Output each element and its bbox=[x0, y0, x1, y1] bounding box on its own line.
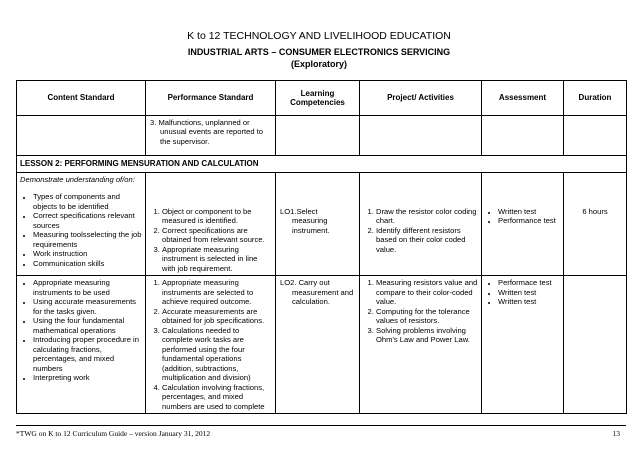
cell-empty bbox=[482, 116, 564, 156]
cell-empty bbox=[17, 116, 146, 156]
cell-content bbox=[17, 173, 146, 276]
list-item: 3. Solving problems involving Ohm's Law and Power Law. bbox=[376, 326, 478, 345]
content-list bbox=[20, 278, 142, 382]
list-item: 1. Measuring resistors value and compare to their color-coded value. bbox=[376, 278, 478, 306]
col-performance-standard: Performance Standard bbox=[146, 81, 276, 116]
list-item: 2. Accurate measurements are obtained for job specifications. bbox=[162, 307, 272, 326]
list-item: • Communication skills bbox=[33, 259, 142, 268]
competency-title: LO2. Carry out bbox=[280, 278, 330, 288]
list-item: • Using accurate measurements for the tasks given. bbox=[33, 297, 142, 316]
cell-empty bbox=[360, 116, 482, 156]
cell-duration bbox=[564, 276, 627, 414]
table-row bbox=[17, 116, 627, 156]
document-title: K to 12 TECHNOLOGY AND LIVELIHOOD EDUCATION bbox=[187, 30, 451, 42]
table-row bbox=[17, 276, 627, 414]
table-header-row bbox=[17, 81, 627, 116]
col-duration: Duration bbox=[564, 81, 627, 116]
page-footer bbox=[16, 425, 626, 438]
list-item: • Work instruction bbox=[33, 249, 142, 258]
competency-title: LO1.Select bbox=[280, 207, 318, 216]
list-item: • Appropriate measuring instruments to be used bbox=[33, 278, 142, 297]
assessment-list bbox=[485, 207, 560, 226]
projects-list bbox=[363, 278, 478, 344]
cell-content bbox=[17, 276, 146, 414]
list-item: 2. Correct specifications are obtained from relevant source. bbox=[162, 226, 272, 245]
col-content-standard: Content Standard bbox=[17, 81, 146, 116]
list-item: 1. Draw the resistor color coding chart. bbox=[376, 207, 478, 226]
list-item: • Interpreting work bbox=[33, 373, 142, 382]
cell-performance bbox=[146, 276, 276, 414]
list-item: 2. Identify different resistors based on their color coded value. bbox=[376, 226, 478, 254]
competency-text: measurement and calculation. bbox=[292, 287, 354, 307]
col-project-activities: Project/ Activities bbox=[360, 81, 482, 116]
list-item: 3. Calculations needed to complete work tasks are performed using the four fundamental operations (addition, subtractions, multiplication and division) bbox=[162, 326, 272, 383]
cell-empty bbox=[276, 116, 360, 156]
assessment-list bbox=[485, 278, 560, 306]
document-subtitle: INDUSTRIAL ARTS – CONSUMER ELECTRONICS SERVICING bbox=[187, 47, 451, 57]
list-item: • Performace test bbox=[498, 278, 560, 287]
cell-assessment bbox=[482, 276, 564, 414]
list-item: • Measuring toolsselecting the job requirements bbox=[33, 230, 142, 249]
cell-empty bbox=[564, 116, 627, 156]
page-number: 13 bbox=[612, 429, 620, 438]
list-item: 4. Calculation involving fractions, percentages, and mixed numbers are used to complete bbox=[162, 383, 272, 411]
document-exploratory-label: (Exploratory) bbox=[290, 59, 347, 69]
content-list bbox=[20, 192, 142, 268]
list-item: • Types of components and objects to be identified bbox=[33, 192, 142, 211]
cell-competency bbox=[276, 173, 360, 276]
cell-competency bbox=[276, 276, 360, 414]
list-item: • Introducing proper procedure in calculating fractions, percentages, and mixed numbers bbox=[33, 335, 142, 373]
curriculum-table bbox=[16, 80, 627, 414]
col-assessment: Assessment bbox=[482, 81, 564, 116]
list-item: • Correct specifications relevant sources bbox=[33, 211, 142, 230]
performance-list bbox=[149, 207, 272, 273]
cell-projects bbox=[360, 276, 482, 414]
list-item: • Written test bbox=[498, 288, 560, 297]
cell-assessment bbox=[482, 173, 564, 276]
list-item: 2. Computing for the tolerance values of resistors. bbox=[376, 307, 478, 326]
list-item: • Performance test bbox=[498, 216, 560, 225]
lesson-row bbox=[17, 156, 627, 173]
list-item: • Written test bbox=[498, 297, 560, 306]
competency-text: measuring instrument. bbox=[292, 216, 330, 235]
list-item: 1. Object or component to be measured is identified. bbox=[162, 207, 272, 226]
list-item: • Written test bbox=[498, 207, 560, 216]
cell-duration: 6 hours bbox=[564, 173, 627, 276]
table-row bbox=[17, 173, 627, 276]
lesson-title: LESSON 2: PERFORMING MENSURATION AND CALCULATION bbox=[17, 156, 627, 173]
footer-note: *TWG on K to 12 Curriculum Guide – version January 31, 2012 bbox=[16, 429, 211, 438]
col-learning-competencies: Learning Competencies bbox=[276, 81, 360, 116]
performance-list bbox=[149, 278, 272, 411]
cell-performance bbox=[146, 173, 276, 276]
demonstrate-label: Demonstrate understanding of/on: bbox=[20, 175, 135, 184]
cell-performance: 3. Malfunctions, unplanned or unusual events are reported to the supervisor. bbox=[146, 116, 276, 156]
list-item: 3. Appropriate measuring instrument is selected in line with job requirement. bbox=[162, 245, 272, 273]
list-item: • Using the four fundamental mathematical operations bbox=[33, 316, 142, 335]
projects-list bbox=[363, 207, 478, 254]
list-item: 1. Appropriate measuring instruments are selected to achieve required outcome. bbox=[162, 278, 272, 306]
cell-projects bbox=[360, 173, 482, 276]
